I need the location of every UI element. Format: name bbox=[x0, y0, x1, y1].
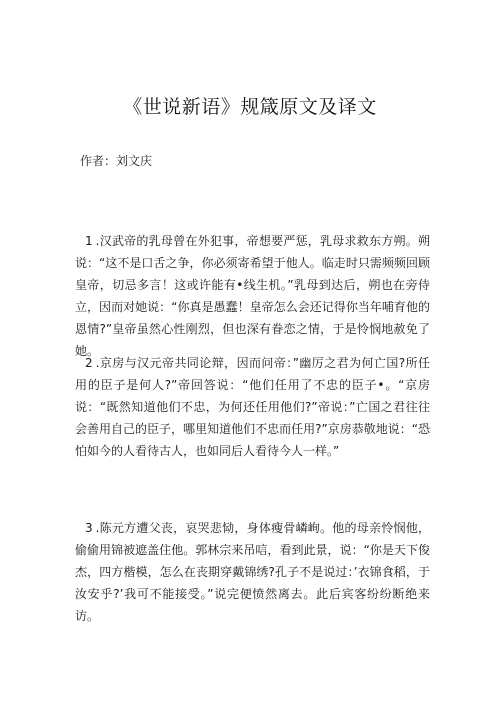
paragraph-3 bbox=[75, 517, 430, 627]
paragraph-2 bbox=[75, 352, 430, 462]
paragraph-text: .京房与汉元帝共同论辩，因而问帝：”幽厉之君为何亡国?所任用的臣子是何人?”帝回答说：“他们任用了不忠的臣子•。“京房说：“既然知道他们不忠，为何还任用他们?”帝说：”亡国之君往往会善用自己的臣子，哪里知道他们不忠而任用?”京房恭敬地说：“恐怕如今的人看待古人，也如同后人看待今人一样。” bbox=[75, 356, 430, 458]
paragraph-text: .陈元方遭父丧，哀哭悲恸，身体瘦骨嶙峋。他的母亲怜悯他，偷偷用锦被遮盖住他。郭林宗来吊唁，看到此景，说：“你是天下俊杰，四方楷模，怎么在丧期穿戴锦绣?孔子不是说过：’衣锦食稻，于汝安乎?’我可不能接受。”说完便愤然离去。此后宾客纷纷断绝来访。 bbox=[75, 521, 430, 623]
author-line: 作者：刘文庆 bbox=[80, 154, 153, 168]
paragraph-text: .汉武帝的乳母曾在外犯事，帝想要严惩，乳母求救东方朔。朔说：“这不是口舌之争，你必须寄希望于他人。临走时只需频频回顾皇帝，切忌多言！这或许能有•线生机。”乳母到达后，朔也在旁侍立，因而对她说：“你真是愚蠢！皇帝怎么会还记得你当年哺育他的恩情?”皇帝虽然心性刚烈，但也深有眷恋之情，于是怜悯地赦免了她。 bbox=[75, 234, 430, 358]
paragraph-1 bbox=[75, 230, 430, 362]
paragraph-number: 3 bbox=[85, 521, 93, 535]
paragraph-number: 1 bbox=[85, 234, 93, 248]
paragraph-number: 2 bbox=[85, 356, 93, 370]
document-title: 《世说新语》规箴原文及译文 bbox=[123, 96, 377, 118]
